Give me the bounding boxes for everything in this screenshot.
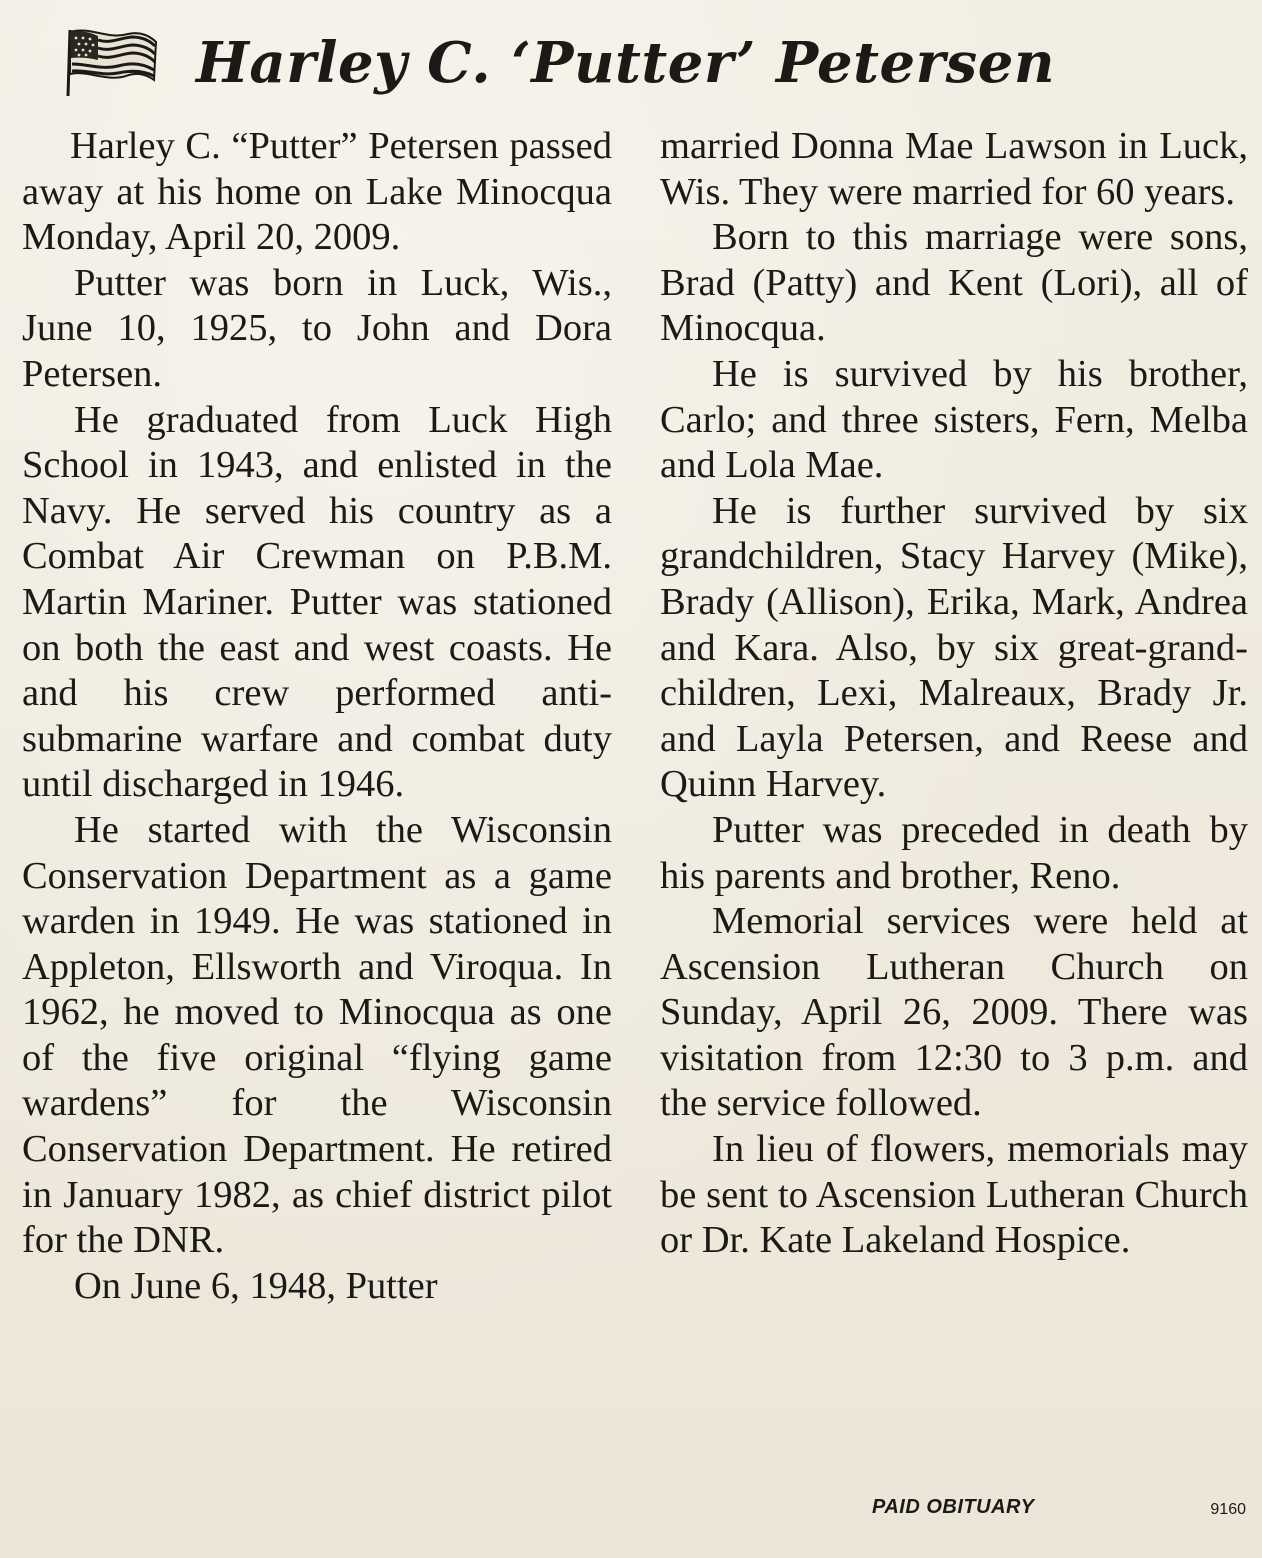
paragraph: Putter was preceded in death by his parents and brother, Reno. bbox=[660, 808, 1248, 897]
american-flag-icon bbox=[62, 24, 160, 98]
paragraph: Memorial services were held at Ascension Lutheran Church on Sunday, April 26, 2009. There was visitation from 12:30 to 3 p.m. and the service followed. bbox=[660, 900, 1248, 1125]
left-column bbox=[22, 124, 612, 1534]
headline bbox=[62, 14, 1212, 108]
article-body bbox=[22, 124, 1248, 1534]
paragraph: In lieu of flowers, memorials may be sent to Ascension Lutheran Church or Dr. Kate Lakeland Hospice. bbox=[660, 1128, 1248, 1262]
right-column bbox=[660, 124, 1248, 1534]
paragraph: He graduated from Luck High School in 1943, and enlisted in the Navy. He served his country as a Combat Air Crewman on P.B.M. Martin Mariner. Putter was stationed on both the east and west coasts. He and his crew performed anti-submarine warfare and combat duty until discharged in 1946. bbox=[22, 398, 612, 806]
paragraph: married Donna Mae Lawson in Luck, Wis. They were married for 60 years. bbox=[660, 125, 1248, 213]
paragraph: He is survived by his brother, Carlo; and three sisters, Fern, Melba and Lola Mae. bbox=[660, 352, 1248, 487]
paragraph: Harley C. “Putter” Petersen passed away at his home on Lake Minocqua Monday, April 20, 2009. bbox=[22, 125, 612, 259]
paragraph: He is further survived by six grandchildren, Stacy Harvey (Mike), Brady (Allison), Erika, Mark, Andrea and Kara. Also, by six great-grandchildren, Lexi, Malreaux, Brady Jr. and Layla Petersen, and Reese and Quinn Harvey. bbox=[660, 489, 1248, 806]
ad-code: 9160 bbox=[1210, 1501, 1246, 1518]
footer bbox=[640, 1492, 1252, 1522]
paragraph: On June 6, 1948, Putter bbox=[74, 1264, 438, 1307]
paragraph: He started with the Wisconsin Conservation Department as a game warden in 1949. He was stationed in Appleton, Ellsworth and Viroqua. In 1962, he moved to Minocqua as one of the five original “flying game wardens” for the Wisconsin Conservation Department. He retired in January 1982, as chief district pilot for the DNR. bbox=[22, 808, 612, 1262]
paid-obituary-label: PAID OBITUARY bbox=[872, 1495, 1035, 1518]
paragraph: Born to this marriage were sons, Brad (Patty) and Kent (Lori), all of Minocqua. bbox=[660, 216, 1248, 350]
headline-title: Harley C. ‘Putter’ Petersen bbox=[196, 30, 1056, 96]
paragraph: Putter was born in Luck, Wis., June 10, 1925, to John and Dora Petersen. bbox=[22, 261, 612, 395]
